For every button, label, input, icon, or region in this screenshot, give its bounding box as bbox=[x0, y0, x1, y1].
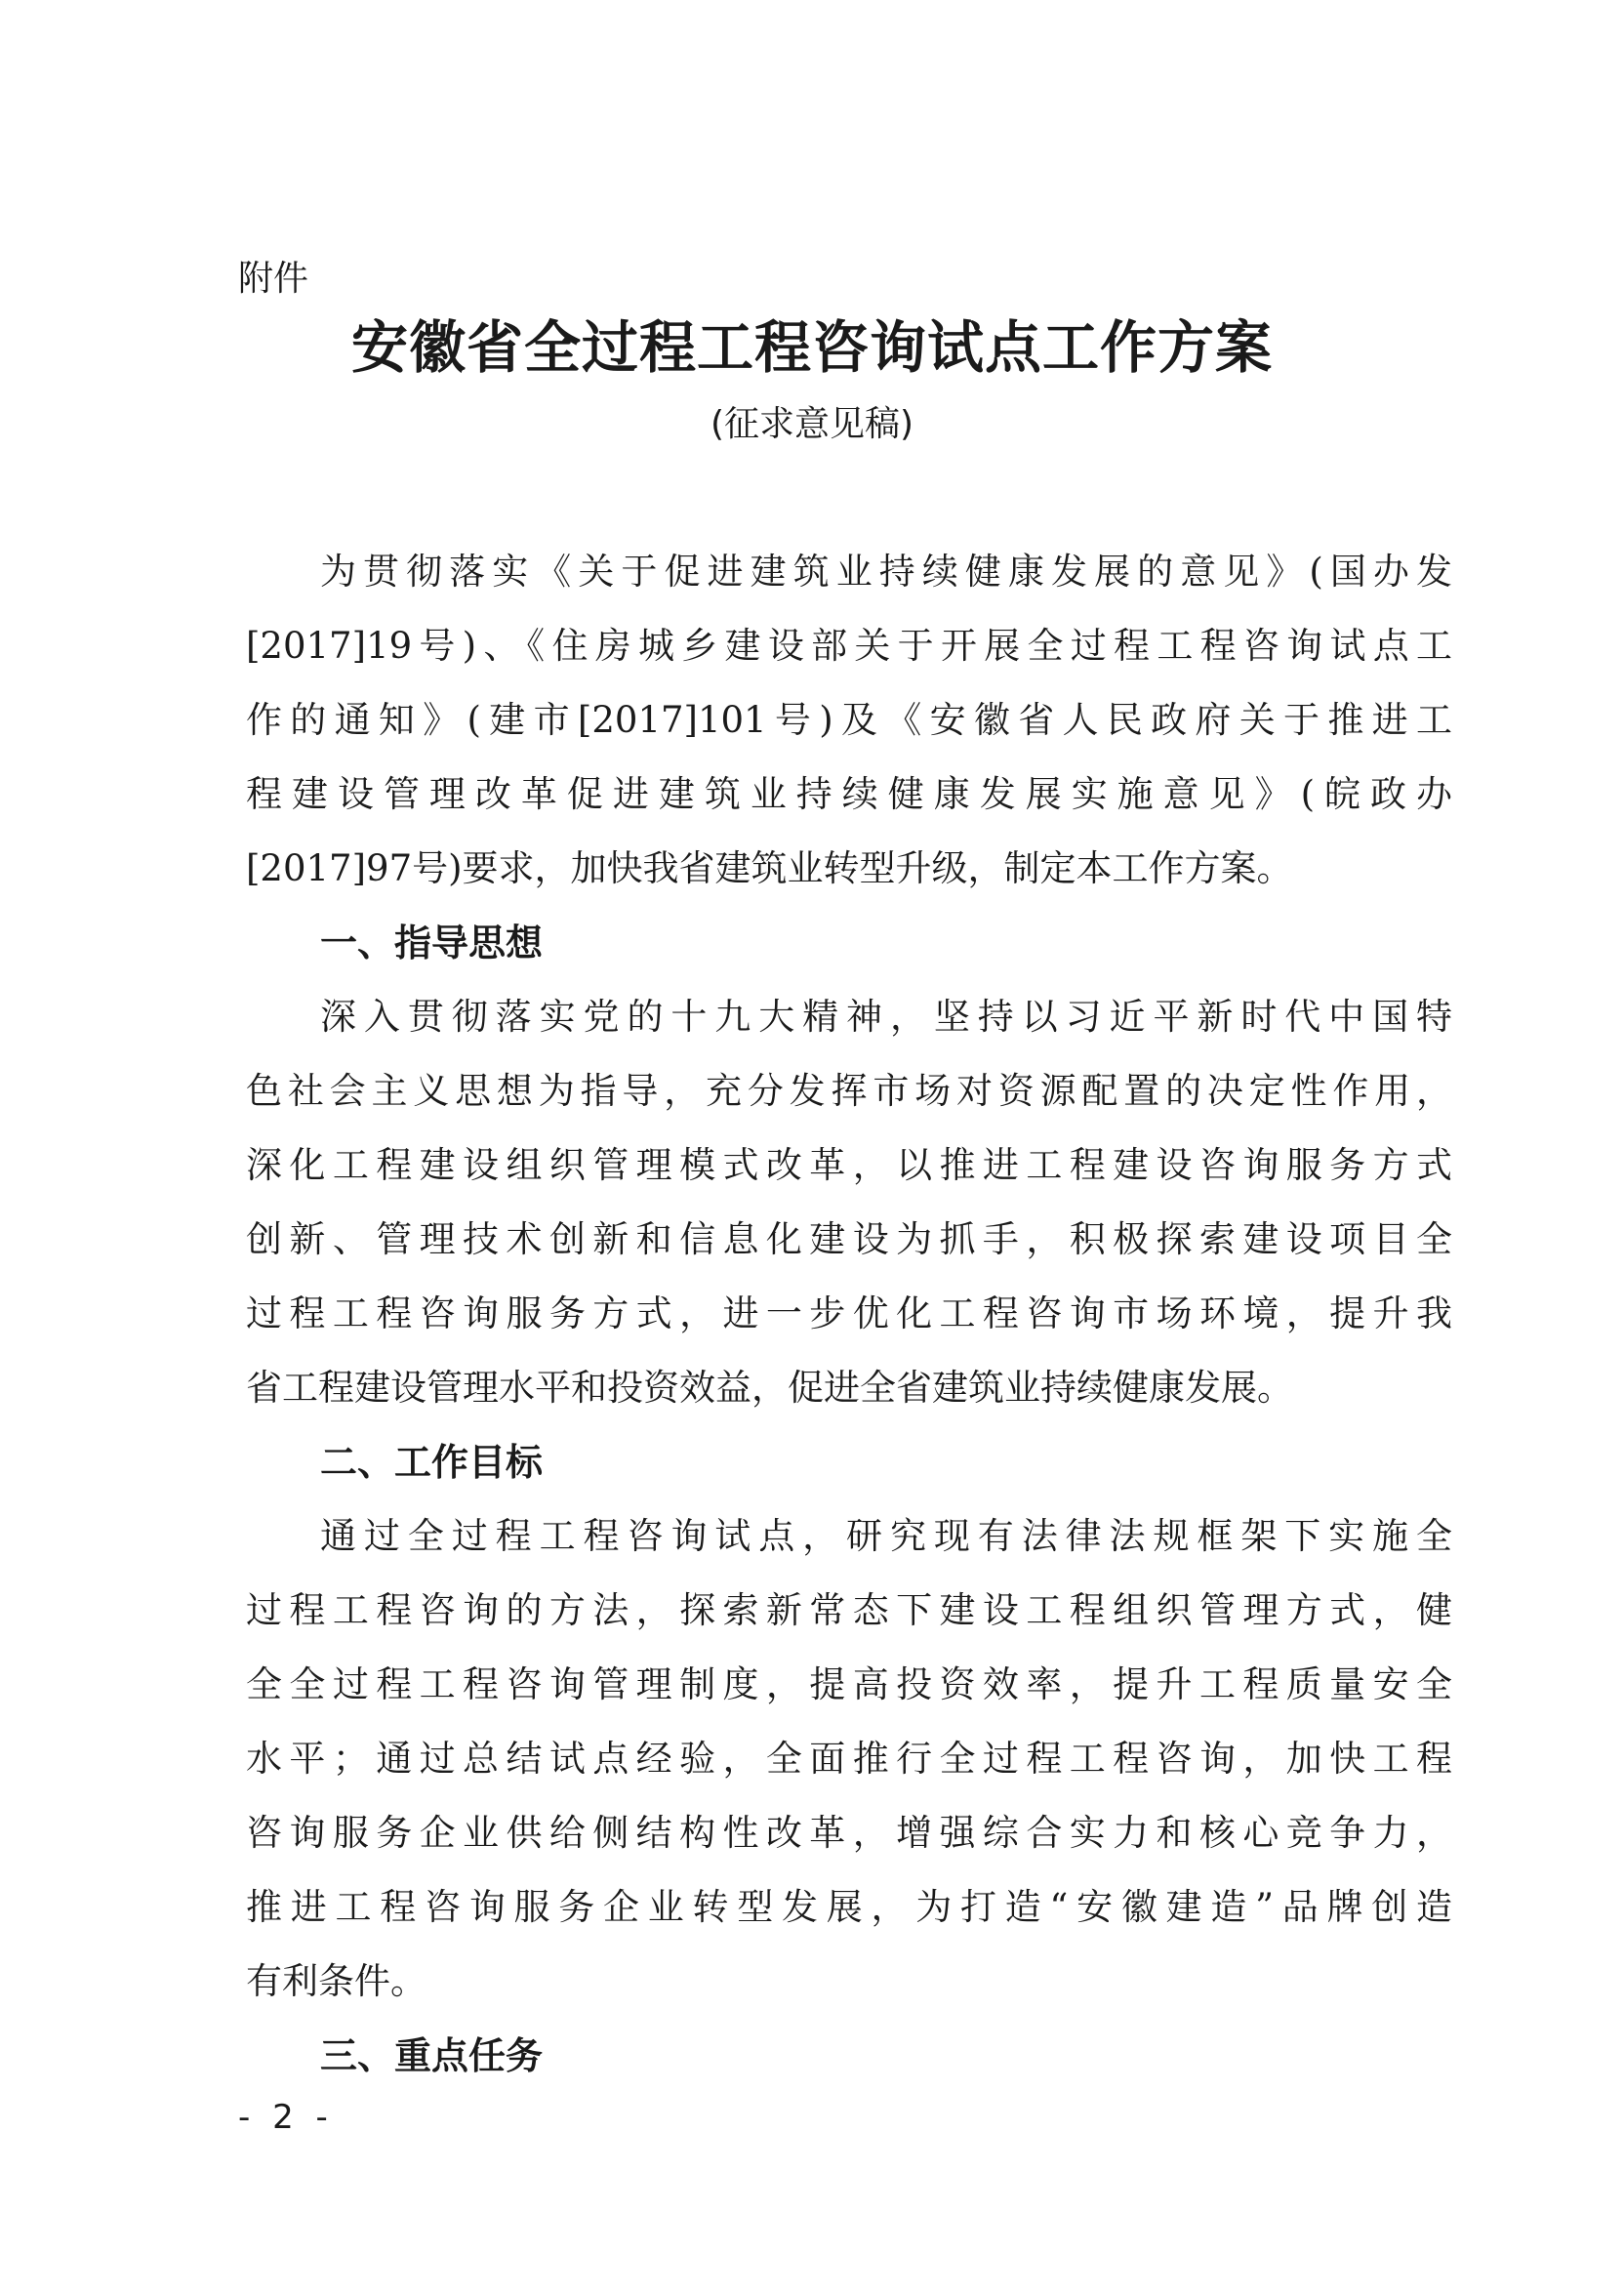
section1-line-4: 创新、管理技术创新和信息化建设为抓手，积极探索建设项目全 bbox=[246, 1218, 1452, 1260]
attachment-label: 附件 bbox=[238, 259, 309, 299]
intro-line-5: [2017]97号)要求，加快我省建筑业转型升级，制定本工作方案。 bbox=[246, 847, 1293, 889]
section2-line-1: 通过全过程工程咨询试点，研究现有法律法规框架下实施全 bbox=[320, 1515, 1452, 1557]
section1-line-3: 深化工程建设组织管理模式改革，以推进工程建设咨询服务方式 bbox=[246, 1144, 1452, 1186]
section1-line-6: 省工程建设管理水平和投资效益，促进全省建筑业持续健康发展。 bbox=[246, 1367, 1293, 1409]
section-heading-key-tasks: 三、重点任务 bbox=[320, 2034, 544, 2077]
section2-line-5: 咨询服务企业供给侧结构性改革，增强综合实力和核心竞争力， bbox=[246, 1812, 1452, 1854]
section1-line-2: 色社会主义思想为指导，充分发挥市场对资源配置的决定性作用， bbox=[246, 1070, 1452, 1112]
section2-line-3: 全全过程工程咨询管理制度，提高投资效率，提升工程质量安全 bbox=[246, 1663, 1452, 1705]
intro-line-3: 作的通知》(建市[2017]101号)及《安徽省人民政府关于推进工 bbox=[246, 699, 1452, 741]
section2-line-2: 过程工程咨询的方法，探索新常态下建设工程组织管理方式，健 bbox=[246, 1589, 1452, 1631]
section2-line-6: 推进工程咨询服务企业转型发展，为打造“安徽建造”品牌创造 bbox=[246, 1886, 1452, 1928]
section-heading-work-goals: 二、工作目标 bbox=[320, 1441, 544, 1484]
document-title: 安徽省全过程工程咨询试点工作方案 bbox=[350, 314, 1273, 381]
section1-line-1: 深入贯彻落实党的十九大精神，坚持以习近平新时代中国特 bbox=[320, 996, 1452, 1038]
intro-line-4: 程建设管理改革促进建筑业持续健康发展实施意见》(皖政办 bbox=[246, 773, 1452, 815]
document-subtitle: (征求意见稿) bbox=[710, 404, 914, 444]
page-number: - 2 - bbox=[238, 2098, 334, 2137]
intro-line-2: [2017]19号)、《住房城乡建设部关于开展全过程工程咨询试点工 bbox=[246, 625, 1452, 667]
intro-line-1: 为贯彻落实《关于促进建筑业持续健康发展的意见》(国办发 bbox=[320, 551, 1452, 593]
section2-line-7: 有利条件。 bbox=[246, 1960, 426, 2002]
section1-line-5: 过程工程咨询服务方式，进一步优化工程咨询市场环境，提升我 bbox=[246, 1292, 1452, 1334]
section-heading-guiding-thought: 一、指导思想 bbox=[320, 922, 544, 964]
section2-line-4: 水平；通过总结试点经验，全面推行全过程工程咨询，加快工程 bbox=[246, 1738, 1452, 1780]
